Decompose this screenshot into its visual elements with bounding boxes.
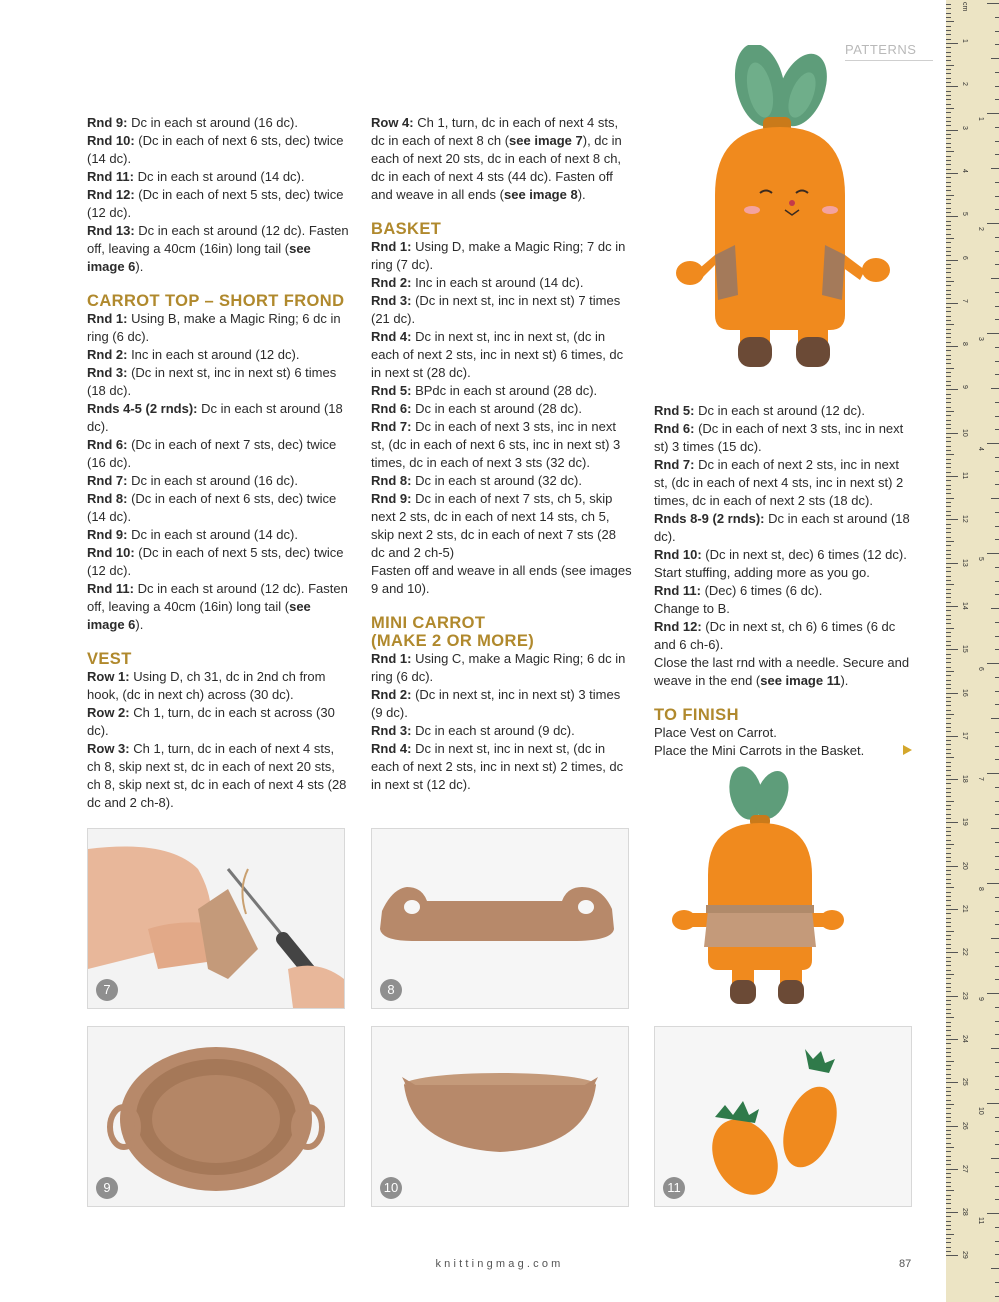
pattern-step <box>371 400 633 418</box>
ruler-cm-label: 25 <box>961 1078 968 1086</box>
section-heading: VEST <box>87 650 132 668</box>
pattern-step <box>654 402 916 420</box>
step-label: Rnd 3: <box>371 723 412 738</box>
ruler-cm-label: 23 <box>961 991 968 1000</box>
step-text: Using B, make a Magic Ring; 6 dc in ring (6 dc). <box>87 311 341 344</box>
pattern-step <box>654 564 916 582</box>
ruler-inch-label: 7 <box>977 777 984 781</box>
ruler-cm-label: 21 <box>961 905 968 913</box>
step-text: Dc in each st around (12 dc). Fasten off, leaving a 40cm (16in) long tail ( <box>87 223 349 256</box>
ruler-inch-label: 1 <box>977 117 984 121</box>
step-label: Row 1: <box>87 669 130 684</box>
step-text: Ch 1, turn, dc in each of next 4 sts, dc in each of next 8 ch ( <box>371 115 619 148</box>
pattern-step <box>654 456 916 510</box>
pattern-step <box>87 364 349 400</box>
ruler-cm-label: 14 <box>961 601 968 610</box>
step-text: Inc in each st around (14 dc). <box>411 275 584 290</box>
photo-8 <box>371 828 629 1009</box>
step-text: Dc in each st around (18 dc). <box>654 511 910 544</box>
photo-number: 11 <box>663 1177 685 1199</box>
step-text: Using C, make a Magic Ring; 6 dc in ring (6 dc). <box>371 651 626 684</box>
ruler-cm-label: 3 <box>961 125 968 130</box>
pattern-step <box>654 654 916 690</box>
step-label: Rnd 12: <box>654 619 702 634</box>
pattern-step <box>87 346 349 364</box>
ruler-cm-label: 19 <box>961 818 968 827</box>
ruler-cm-label: 11 <box>961 472 968 480</box>
pattern-step <box>371 418 633 472</box>
ruler <box>946 0 999 1302</box>
pattern-step <box>654 724 916 742</box>
ruler-cm-label: 28 <box>961 1208 968 1216</box>
ruler-inch-label: 9 <box>977 997 984 1001</box>
step-text: ). <box>577 187 586 202</box>
ruler-cm-label: 10 <box>961 428 968 437</box>
pattern-step <box>87 526 349 544</box>
ruler-cm-label: 16 <box>961 688 968 697</box>
step-label: Rnds 4-5 (2 rnds): <box>87 401 198 416</box>
step-text: Dc in each st around (16 dc). <box>127 115 298 130</box>
step-text: Dc in each st around (14 dc). <box>133 169 305 184</box>
step-text: Dc in each of next 7 sts, ch 5, skip next 2 sts, dc in each of next 14 sts, ch 5, skip next 2 sts, dc in each of next 7 sts (28 dc and 2 ch-5) <box>371 491 616 560</box>
carrot-doll-vest-image <box>668 765 848 1010</box>
pattern-step <box>87 186 349 222</box>
pattern-step <box>87 668 349 704</box>
pattern-step <box>654 600 916 618</box>
ruler-unit: cm <box>961 2 968 12</box>
step-label: Rnd 2: <box>371 275 412 290</box>
ruler-cm-label: 17 <box>961 731 968 740</box>
step-label: Rnd 4: <box>371 741 412 756</box>
step-label: Rnd 1: <box>87 311 128 326</box>
step-text: ). <box>840 673 849 688</box>
section-heading: MINI CARROT <box>371 614 486 632</box>
step-label: Rnd 5: <box>654 403 695 418</box>
ruler-cm-label: 9 <box>961 385 968 390</box>
pattern-step <box>371 740 633 794</box>
step-text: ), dc in each of next 20 sts, dc in each of next 8 ch, dc in each of next 4 sts (44 dc). Fasten off and weave in all ends ( <box>371 133 622 202</box>
step-label: Rnd 11: <box>87 581 134 596</box>
pattern-step <box>87 168 349 186</box>
section-heading: CARROT TOP – SHORT FROND <box>87 292 345 310</box>
pattern-step <box>371 274 633 292</box>
step-text: Dc in each st around (32 dc). <box>411 473 582 488</box>
ruler-inch-label: 6 <box>977 667 984 671</box>
step-label: Rnd 8: <box>371 473 412 488</box>
step-text: Ch 1, turn, dc in each of next 4 sts, ch 8, skip next st, dc in each of next 20 sts, ch 8, skip next st, dc in each of next 4 sts (28 dc and 2 ch-8). <box>87 741 347 810</box>
step-label: Row 4: <box>371 115 414 130</box>
step-label: Rnd 10: <box>654 547 702 562</box>
step-label: Rnd 10: <box>87 133 135 148</box>
step-label: Rnd 9: <box>87 115 128 130</box>
pattern-step <box>371 722 633 740</box>
pattern-step <box>87 436 349 472</box>
step-text: Start stuffing, adding more as you go. <box>654 565 870 580</box>
ruler-cm-label: 7 <box>961 298 968 303</box>
step-label: Rnd 7: <box>654 457 695 472</box>
step-label: see image 6 <box>87 599 311 632</box>
ruler-cm-label: 5 <box>961 212 968 217</box>
step-label: Rnd 6: <box>371 401 412 416</box>
section-heading: (MAKE 2 OR MORE) <box>371 632 535 650</box>
step-text: BPdc in each st around (28 dc). <box>411 383 598 398</box>
step-label: Rnd 6: <box>654 421 695 436</box>
photo-number: 7 <box>96 979 118 1001</box>
pattern-step <box>87 222 349 276</box>
pattern-step <box>371 472 633 490</box>
step-text: Place Vest on Carrot. <box>654 725 777 740</box>
step-label: see image 7 <box>509 133 583 148</box>
step-label: Rnd 2: <box>87 347 128 362</box>
ruler-cm-label: 6 <box>961 255 968 260</box>
pattern-step <box>87 740 349 812</box>
step-text: Inc in each st around (12 dc). <box>127 347 300 362</box>
step-text: Change to B. <box>654 601 730 616</box>
pattern-step <box>371 114 633 204</box>
pattern-step <box>654 546 916 564</box>
photo-11 <box>654 1026 912 1207</box>
step-label: Rnd 12: <box>87 187 135 202</box>
section-label: PATTERNS <box>845 42 933 61</box>
step-label: Row 3: <box>87 741 130 756</box>
ruler-cm-label: 12 <box>961 515 968 524</box>
ruler-cm-label: 27 <box>961 1164 968 1173</box>
step-text: Using D, make a Magic Ring; 7 dc in ring (7 dc). <box>371 239 626 272</box>
step-text: Place the Mini Carrots in the Basket. <box>654 743 865 758</box>
column-right <box>654 402 916 760</box>
ruler-cm-label: 15 <box>961 645 968 653</box>
step-text: (Dc in each of next 6 sts, dec) twice (14 dc). <box>87 133 344 166</box>
step-text: Dc in each st around (12 dc). <box>694 403 865 418</box>
step-text: Dc in next st, inc in next st, (dc in each of next 2 sts, inc in next st) 6 times, dc in next st (28 dc). <box>371 329 624 380</box>
ruler-inch-label: 11 <box>977 1217 984 1225</box>
ruler-cm-label: 20 <box>961 861 968 870</box>
ruler-cm-label: 24 <box>961 1034 968 1043</box>
column-left <box>87 114 349 812</box>
step-label: Rnd 8: <box>87 491 128 506</box>
section-heading: BASKET <box>371 220 442 238</box>
step-label: Rnd 3: <box>371 293 412 308</box>
step-text: ). <box>135 617 144 632</box>
ruler-inch-label: 2 <box>977 227 984 231</box>
step-text: Dc in each st around (9 dc). <box>411 723 575 738</box>
step-text: (Dc in next st, inc in next st) 6 times (18 dc). <box>87 365 337 398</box>
footer-site: knittingmag.com <box>435 1258 564 1270</box>
pattern-step <box>371 292 633 328</box>
pattern-step <box>87 544 349 580</box>
step-text: Dc in each st around (12 dc). Fasten off, leaving a 40cm (16in) long tail ( <box>87 581 348 614</box>
pattern-step <box>371 562 633 598</box>
step-text: Close the last rnd with a needle. Secure and weave in the end ( <box>654 655 910 688</box>
pattern-step <box>371 328 633 382</box>
ruler-inch-label: 10 <box>977 1107 984 1115</box>
photo-number: 9 <box>96 1177 118 1199</box>
step-text: (Dc in next st, ch 6) 6 times (6 dc and 6 ch-6). <box>654 619 896 652</box>
step-text: (Dc in each of next 5 sts, dec) twice (12 dc). <box>87 545 344 578</box>
photo-10 <box>371 1026 629 1207</box>
step-label: see image 8 <box>503 187 578 202</box>
pattern-step <box>87 114 349 132</box>
step-label: Rnd 3: <box>87 365 128 380</box>
step-text: Using D, ch 31, dc in 2nd ch from hook, (dc in next ch) across (30 dc). <box>87 669 326 702</box>
ruler-cm-label: 13 <box>961 558 968 567</box>
pattern-step <box>371 650 633 686</box>
step-text: Dc in each st around (18 dc). <box>87 401 343 434</box>
step-text: Dc in each st around (14 dc). <box>127 527 298 542</box>
pattern-step <box>371 686 633 722</box>
ruler-inch-label: 8 <box>977 887 984 891</box>
ruler-cm-label: 8 <box>961 342 968 346</box>
step-label: Rnd 2: <box>371 687 412 702</box>
photo-9 <box>87 1026 345 1207</box>
step-label: Rnd 11: <box>654 583 701 598</box>
pattern-step <box>87 580 349 634</box>
pattern-step <box>87 400 349 436</box>
step-label: Rnd 11: <box>87 169 134 184</box>
step-text: Dc in each of next 2 sts, inc in next st, (dc in each of next 4 sts, inc in next st) 2 times, dc in each of next 2 sts (18 dc). <box>654 457 904 508</box>
step-label: Rnds 8-9 (2 rnds): <box>654 511 765 526</box>
step-label: Rnd 1: <box>371 651 412 666</box>
step-text: (Dc in next st, inc in next st) 7 times (21 dc). <box>371 293 621 326</box>
pattern-step <box>87 132 349 168</box>
ruler-inch-label: 4 <box>977 447 984 451</box>
pattern-step <box>654 420 916 456</box>
ruler-inch-label: 5 <box>977 557 984 561</box>
step-text: (Dec) 6 times (6 dc). <box>700 583 823 598</box>
step-label: Row 2: <box>87 705 130 720</box>
pattern-step <box>371 490 633 562</box>
ruler-cm-label: 4 <box>961 168 968 173</box>
pattern-step <box>87 704 349 740</box>
step-label: Rnd 4: <box>371 329 412 344</box>
pattern-step <box>87 472 349 490</box>
step-text: (Dc in next st, inc in next st) 3 times (9 dc). <box>371 687 621 720</box>
continue-arrow-icon <box>903 745 912 755</box>
step-text: Dc in next st, inc in next st, (dc in each of next 2 sts, inc in next st) 2 times, dc in next st (12 dc). <box>371 741 624 792</box>
step-text: Fasten off and weave in all ends (see images 9 and 10). <box>371 563 632 596</box>
pattern-step <box>371 238 633 274</box>
step-text: (Dc in each of next 3 sts, inc in next st) 3 times (15 dc). <box>654 421 904 454</box>
photo-number: 10 <box>380 1177 402 1199</box>
step-label: Rnd 1: <box>371 239 412 254</box>
step-text: Ch 1, turn, dc in each st across (30 dc). <box>87 705 335 738</box>
step-text: ). <box>135 259 144 274</box>
photo-7 <box>87 828 345 1009</box>
pattern-step <box>371 382 633 400</box>
step-text: (Dc in next st, dec) 6 times (12 dc). <box>701 547 907 562</box>
ruler-cm-label: 1 <box>961 39 968 43</box>
step-text: (Dc in each of next 5 sts, dec) twice (12 dc). <box>87 187 344 220</box>
step-text: (Dc in each of next 7 sts, dec) twice (16 dc). <box>87 437 337 470</box>
ruler-cm-label: 29 <box>961 1251 968 1260</box>
page-number: 87 <box>899 1258 912 1270</box>
step-text: Dc in each st around (16 dc). <box>127 473 298 488</box>
step-label: see image 11 <box>760 673 841 688</box>
step-label: Rnd 5: <box>371 383 412 398</box>
step-label: Rnd 13: <box>87 223 135 238</box>
step-label: Rnd 9: <box>87 527 128 542</box>
step-text: (Dc in each of next 6 sts, dec) twice (14 dc). <box>87 491 337 524</box>
photo-number: 8 <box>380 979 402 1001</box>
pattern-step <box>654 618 916 654</box>
section-heading: TO FINISH <box>654 706 739 724</box>
pattern-step <box>87 310 349 346</box>
column-middle <box>371 114 633 794</box>
pattern-step <box>654 742 916 760</box>
ruler-cm-label: 18 <box>961 775 968 783</box>
step-label: Rnd 7: <box>87 473 128 488</box>
pattern-step <box>654 582 916 600</box>
step-label: Rnd 9: <box>371 491 412 506</box>
carrot-doll-image <box>660 45 900 375</box>
step-text: Dc in each st around (28 dc). <box>411 401 582 416</box>
pattern-step <box>87 490 349 526</box>
step-label: Rnd 10: <box>87 545 135 560</box>
pattern-step <box>654 510 916 546</box>
step-label: Rnd 7: <box>371 419 412 434</box>
ruler-inch-label: 3 <box>977 337 984 341</box>
step-label: see image 6 <box>87 241 311 274</box>
ruler-cm-label: 26 <box>961 1121 968 1130</box>
ruler-cm-label: 22 <box>961 948 968 957</box>
ruler-cm-label: 2 <box>961 82 968 87</box>
step-label: Rnd 6: <box>87 437 128 452</box>
step-text: Dc in each of next 3 sts, inc in next st, (dc in each of next 6 sts, inc in next st) 3 times, dc in each of next 3 sts (32 dc). <box>371 419 621 470</box>
